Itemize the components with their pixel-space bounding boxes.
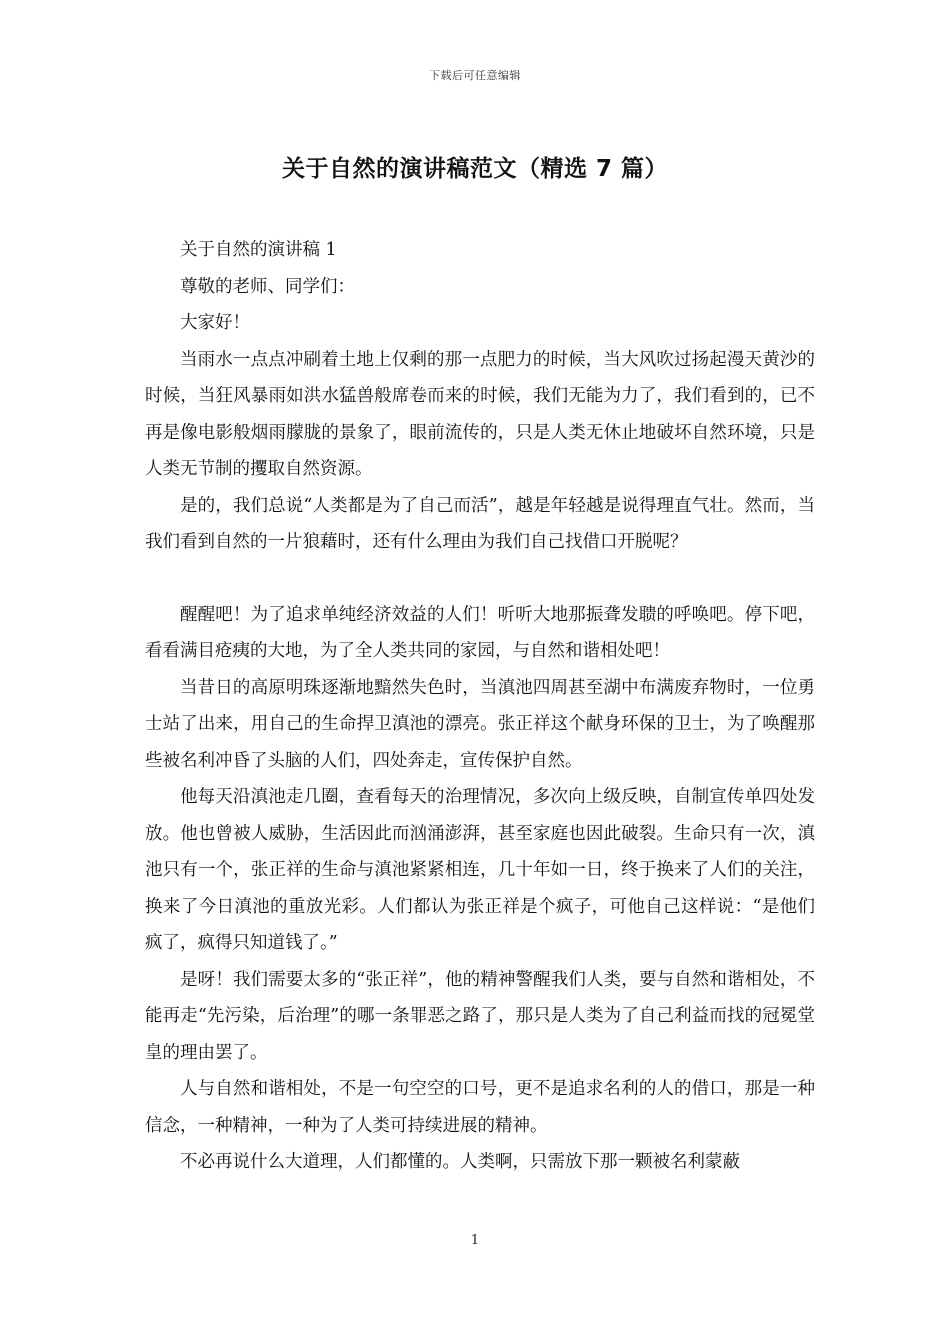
paragraph: 醒醒吧！为了追求单纯经济效益的人们！听听大地那振聋发聩的呼唤吧。停下吧，看看满目疮痍的大地，为了全人类共同的家园，与自然和谐相处吧！ (145, 604, 815, 661)
document-body (145, 232, 815, 1181)
paragraph: 他每天沿滇池走几圈，查看每天的治理情况，多次向上级反映，自制宣传单四处发放。他也曾被人威胁，生活因此而汹涌澎湃，甚至家庭也因此破裂。生命只有一次，滇池只有一个，张正祥的生命与滇池紧紧相连，几十年如一日，终于换来了人们的关注，换来了今日滇池的重放光彩。人们都认为张正祥是个疯子，可他自己这样说：“是他们疯了，疯得只知道钱了。” (145, 787, 815, 953)
paragraph: 不必再说什么大道理，人们都懂的。人类啊，只需放下那一颗被名利蒙蔽 (180, 1152, 740, 1172)
greeting: 大家好！ (180, 313, 250, 333)
document-title: 关于自然的演讲稿范文（精选 7 篇） (281, 156, 669, 182)
paragraph: 当雨水一点点冲刷着土地上仅剩的那一点肥力的时候，当大风吹过扬起漫天黄沙的时候，当狂风暴雨如洪水猛兽般席卷而来的时候，我们无能为力了，我们看到的，已不再是像电影般烟雨朦胧的景象了，眼前流传的，只是人类无休止地破坏自然环境，只是人类无节制的攫取自然资源。 (145, 349, 815, 479)
paragraph: 是的，我们总说“人类都是为了自己而活”，越是年轻越是说得理直气壮。然而，当我们看到自然的一片狼藉时，还有什么理由为我们自己找借口开脱呢？ (145, 495, 815, 552)
paragraph: 当昔日的高原明珠逐渐地黯然失色时，当滇池四周甚至湖中布满废弃物时，一位勇士站了出来，用自己的生命捍卫滇池的漂亮。张正祥这个献身环保的卫士，为了唤醒那些被名利冲昏了头脑的人们，四处奔走，宣传保护自然。 (145, 677, 815, 771)
paragraph: 人与自然和谐相处，不是一句空空的口号，更不是追求名利的人的借口，那是一种信念，一种精神，一种为了人类可持续进展的精神。 (145, 1079, 815, 1136)
salutation: 尊敬的老师、同学们： (180, 276, 355, 297)
page-number: 1 (470, 1233, 480, 1248)
paragraph: 是呀！我们需要太多的“张正祥”，他的精神警醒我们人类，要与自然和谐相处，不能再走“先污染，后治理”的哪一条罪恶之路了，那只是人类为了自己利益而找的冠冕堂皇的理由罢了。 (145, 969, 815, 1063)
section-heading: 关于自然的演讲稿 1 (180, 240, 337, 260)
header-note: 下载后可任意编辑 (429, 69, 521, 82)
